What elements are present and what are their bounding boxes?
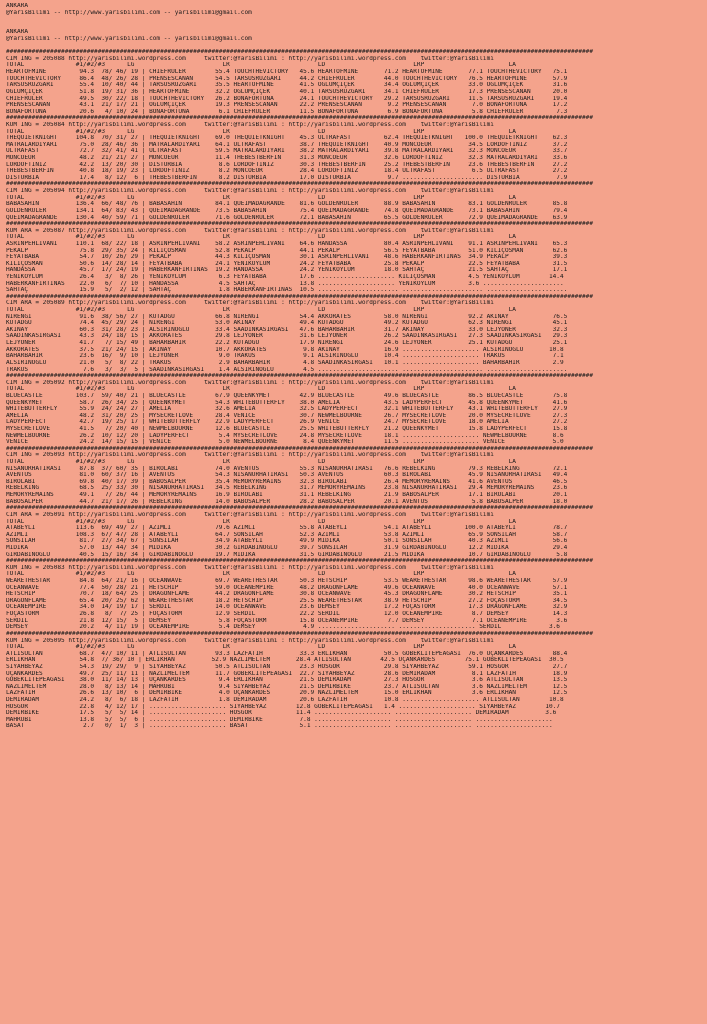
column-header: TOTAL #1/#2/#3 LG LR LD LRP LA [6,459,516,466]
text-line: NAZLIMELTEM 28.0 8/ 13/ 14 | MAHRUBI 9.4 SIYAHBEYAZ 21.5 DEMIRBIKE 23.7 ATLISULTAN 3.6 NAZLIMELTEM 12.5 [6,683,568,690]
text-line: PRENSESCANAN 43.1 21/ 17/ 21 | OGLUMÇIÇEK 19.3 PRENSESCANAN 22.2 PRENSESCANAN 9.2 PRENSESCANAN 7.0 BONAFORTUNA 17.2 [6,102,568,109]
column-header: TOTAL #1/#2/#3 LG LR LD LRP LA [6,307,516,314]
section-divider: ################################################################################################################################################################ [6,630,593,637]
text-line: SAADINKASIRGASI 43.3 24/ 18/ 15 | AKKORATES 29.8 LEJYONER 31.6 LEJYONER 26.2 SAADINKASIRGASI 27.3 SAADINKASIRGASI 29.3 [6,333,568,340]
text-line: NEWMELBOURNE 26.2 10/ 12/ 20 | LADYPERFECT 5.4 MYSECRETLOVE 24.8 MYSECRETLOVE 18.1 ..................... NEWMELBOURNE 8.6 [6,432,564,439]
text-line: BONAFORTUNA 20.6 4/ 10/ 24 | BONAFORTUNA 6.1 CHIEFRULER 11.5 BONAFORTUNA 6.9 BONAFORTUNA 5.8 CHIEFRULER 7.3 [6,108,568,115]
text-line: GIRDABINOGLU 40.5 15/ 16/ 34 | GIRDABINOGLU 19.7 MIDIKA 31.5 GIRDABINOGLU 21.5 MIDIKA 10.7 GIRDABINOGLU 5.8 [6,551,568,558]
text-line: PEKALP 75.8 29/ 35/ 24 | KILIÇOSMAN 52.8 PEKALP 44.1 PEKALP 56.5 FEYATBABA 51.0 KILIÇOSMAN 62.6 [6,247,568,254]
text-line: ALSIRINOGLU 21.0 5/ 8/ 22 | TRAKUS 2.9 BAHARBAHIR 4.8 SAADINKASIRGASI 10.1 ..................... BAHARBAHIR 2.9 [6,359,564,366]
text-line: @YarisBilimi -- http://www.yarisbilimi.com -- yarisbilimi@gmail.com [6,9,252,16]
section-divider: ################################################################################################################################################################ [6,293,593,300]
text-line: KUTADGU 74.4 45/ 29/ 24 | NIRENGI 53.0 AKINAY 49.4 KUTADGU 49.2 KUTADGU 62.3 NIRENGI 45.1 [6,320,568,327]
text-line: MONCOEUR 48.2 21/ 21/ 27 | MONCOEUR 11.4 THEBESTBERFIN 31.3 MONCOEUR 32.6 LORDOFTINIZ 32.3 MATRALARDIYARI 33.6 [6,155,568,162]
column-header: TOTAL #1/#2/#3 LG LR LD LRP LA [6,234,516,241]
section-divider: ################################################################################################################################################################ [6,373,593,380]
text-line: HETSCHIP 70.7 18/ 64/ 25 | DRAGONFLAME 44.2 DRAGONFLAME 30.8 OCEANWAVE 45.3 DRAGONFLAME 30.2 HETSCHIP 35.1 [6,591,568,598]
race-header: CIM ING = 205092 http://yarisbilimi.wordpress.com twitter:@YarisBilimi : http://yarisbilimi.wordpress.com twitter:@YarisBilimi [6,379,494,386]
text-line: YENIKÖYLÜM 26.4 3/ 8/ 26 | YENIKÖYLÜM 6.3 FEYATBABA 17.6 ..................... KILIÇOSMAN 4.5 YENIKÖYLÜM 14.4 [6,273,564,280]
text-line: ASRINPEHLIVANI 110.1 68/ 22/ 18 | ASRINPEHLIVANI 58.2 ASRINPEHLIVANI 64.6 HANDASSA 80.4 ASRINPEHLIVANI 91.1 ASRINPEHLIVANI 65.3 [6,240,568,247]
text-line: AMELIA 48.2 31/ 20/ 25 | MYSECRETLOVE 28.4 VENICE 30.7 NEWMELBOURNE 26.7 MYSECRETLOVE 20.0 MYSECRETLOVE 27.3 [6,412,568,419]
text-line: DEMIRBIKE 17.5 5/ 5/ 14 | ..................... HOSGÖR 11.4 ..................... ..................... DEMIRADAM 3.6 [6,710,557,717]
text-line: THEBESTBERFIN 40.8 18/ 19/ 23 | LORDOFTINIZ 8.2 MONCOEUR 28.4 LORDOFTINIZ 18.4 ULTRAFAST 6.5 ULTRAFAST 27.2 [6,168,568,175]
text-line: MAHRUBI 13.8 5/ 5/ 6 | ..................... DEMIRBIKE 7.8 ..................... ..................... ..................... [6,716,553,723]
race-header: KUM ARA = 205087 http://yarisbilimi.wordpress.com twitter:@YarisBilimi : http://yarisbilimi.wordpress.com twitter:@YarisBilimi [6,227,494,234]
text-line: BABASAHIN 136.4 66/ 48/ 76 | BABASAHIN 84.1 QUEIMADAGRANDE 81.6 GOLDENRULER 88.9 BABASAHIN 83.1 GOLDENRULER 85.8 [6,201,568,208]
column-header: TOTAL #1/#2/#3 LG LR LD LRP LA [6,62,516,69]
text-line: OCEANWAVE 77.4 50/ 28/ 21 | HETSCHIP 59.0 OCEANEMPIRE 48.2 DRAGONFLAME 49.6 OCEANWAVE 40.0 OCEANWAVE 57.1 [6,584,568,591]
text-line: HABERKANFIRTINAS 22.0 6/ 7/ 10 | HANDASSA 4.5 SAHTAÇ 13.8 ..................... YENIKÖYLÜM 3.6 ...................... [6,280,564,287]
text-line: BAHARBAHIR 23.6 16/ 9/ 10 | LEJYONER 9.0 TRAKUS 9.1 ALSIRINOGLU 10.4 ..................... TRAKUS 7.1 [6,353,564,360]
text-line: BLUECASTLE 103.7 59/ 40/ 21 | BLUECASTLE 67.9 QUEENKYMET 42.9 BLUECASTLE 49.6 BLUECASTLE 86.5 BLUECASTLE 75.8 [6,392,568,399]
text-line: LADYPERFECT 42.7 19/ 25/ 17 | WHITEBUTTERFLY 22.9 LADYPERFECT 26.9 VENICE 24.7 MYSECRETLOVE 18.0 AMELIA 27.2 [6,419,568,426]
section-divider: ################################################################################################################################################################ [6,221,593,228]
race-header: CIM ARA = 205091 http://yarisbilimi.wordpress.com twitter:@YarisBilimi : http://yarisbilimi.wordpress.com twitter:@YarisBilimi [6,511,494,518]
section-divider: ################################################################################################################################################################ [6,505,593,512]
text-line: ANKARA [6,29,29,36]
text-line: DEMIRADAM 24.2 8/ 6/ 18 | LAZFATIH 1.8 DEMIRADAM 20.6 LAZFATIH 10.8 ..................... ATLISULTAN 10.8 [6,696,564,703]
text-line: MATRALARDIYARI 75.0 28/ 46/ 36 | MATRALARDIYARI 64.1 ULTRAFAST 38.7 THEQUIETKNIGHT 40.9 MONCOEUR 34.5 LORDOFTINIZ 37.2 [6,141,568,148]
text-line: ANKARA [6,3,29,9]
text-line: VENICE 24.2 14/ 15/ 15 | VENICE 5.0 NEWMELBOURNE 8.4 QUEENKYMET 11.5 ..................... VENICE 5.0 [6,439,564,446]
blank-line [6,16,707,23]
column-header: TOTAL #1/#2/#3 LG LR LD LRP LA [6,386,516,393]
column-header: TOTAL #1/#2/#3 LG LR LD LRP LA [6,644,516,651]
text-line: REBELKING 68.5 25/ 33/ 30 | NISANURHATIRASI 34.5 REBELKING 31.7 MEMORYREMAINS 23.8 NISANURHATIRASI 29.4 MEMORYREMAINS 23.6 [6,485,568,492]
text-line: WEARETHESTAR 84.8 64/ 21/ 16 | OCEANWAVE 69.7 WEARETHESTAR 50.3 HETSCHIP 53.5 WEARETHESTAR 98.6 WEARETHESTAR 57.9 [6,578,568,585]
section-divider: ################################################################################################################################################################ [6,49,593,56]
text-line: MYSECRETLOVE 41.5 7/ 20/ 40 | NEWMELBOURNE 12.6 BLUECASTLE 25.5 WHITEBUTTERFLY 21.2 QUEENKYMET 15.8 LADYPERFECT 15.8 [6,426,568,432]
text-line: BIROLABI 69.8 40/ 17/ 39 | BABOSALPER 35.4 MEMORYREMAINS 32.3 BIROLABI 26.4 MEMORYREMAINS 41.6 AVENTUS 46.5 [6,478,568,485]
text-line: HOSGÖR 22.8 4/ 12/ 17 | ..................... SIYAHBEYAZ 12.8 GÖBEKLITEPEAGASI 1.4 ..................... SIYAHBEYAZ 10.7 [6,703,560,710]
text-line: THEQUIETKNIGHT 104.8 70/ 31/ 27 | THEQUIETKNIGHT 69.0 THEQUIETKNIGHT 45.3 ULTRAFAST 62.4 THEQUIETKNIGHT 100.0 THEQUIETKNIGHT 62.3 [6,135,568,142]
text-line: NISANURHATIRASI 87.8 37/ 60/ 35 | BIROLABI 74.0 AVENTUS 55.3 NISANURHATIRASI 76.6 REBELKING 79.3 REBELKING 72.1 [6,465,568,472]
text-line: TOUCHTHEVICTORY 86.4 48/ 26/ 28 | PRENSESCANAN 54.5 TARSUSRÜZGARI 44.2 CHIEFRULER 44.0 TOUCHTHEVICTORY 76.5 HEARTOFMINE 57.9 [6,75,568,82]
section-divider: ################################################################################################################################################################ [6,181,593,188]
text-line: HEARTOFMINE 94.3 78/ 46/ 19 | CHIEFRULER 55.4 TOUCHTHEVICTORY 45.6 HEARTOFMINE 71.2 HEARTOFMINE 77.1 TOUCHTHEVICTORY 75.1 [6,69,568,76]
text-line: AZIMLI 108.3 67/ 47/ 28 | ATABEYLI 64.7 SONSILAH 52.3 AZIMLI 53.8 AZIMLI 65.9 SONSILAH 58.7 [6,531,568,538]
text-line: DRAGONFLAME 65.4 20/ 25/ 62 | WEARETHESTAR 18.2 HETSCHIP 25.5 WEARETHESTAR 38.9 HETSCHIP 27.2 FOÇASTORM 34.5 [6,597,568,604]
text-line: BASAT 2.7 0/ 1/ 3 | ..................... BASAT 5.1 ..................... ..................... ..................... [6,723,553,730]
text-line: ATLISULTAN 68.7 47/ 10/ 11 | ATLISULTAN 93.3 LAZFATIH 33.3 ERLIKHAN 50.5 GÖBEKLITEPEAGASI 76.0 UÇANKARDES 88.4 [6,650,568,657]
text-line: ULTRAFAST 72.7 32/ 41/ 41 | ULTRAFAST 59.5 MATRALARDIYARI 38.2 MATRALARDIYARI 39.8 MATRALARDIYARI 32.3 MONCOEUR 33.7 [6,148,568,155]
column-header: TOTAL #1/#2/#3 LG LR LD LRP LA [6,571,516,578]
text-line: ATABEYLI 113.6 69/ 49/ 27 | AZIMLI 79.6 AZIMLI 55.8 ATABEYLI 54.1 ATABEYLI 100.0 ATABEYLI 78.7 [6,525,568,532]
text-line: MIDIKA 57.0 13/ 44/ 34 | MIDIKA 30.2 GIRDABINOGLU 39.7 SONSILAH 31.9 GIRDABINOGLU 12.2 MIDIKA 29.4 [6,544,568,551]
text-line: UÇANKARDES 49.7 25/ 11/ 11 | NAZLIMELTEM 11.7 GÖBEKLITEPEAGASI 22.7 SIYAHBEYAZ 28.6 DEMIRADAM 8.1 LAZFATIH 18.9 [6,670,568,677]
text-line: TARSUSRÜZGARI 55.4 10/ 40/ 44 | TARSUSRÜZGARI 35.5 HEARTOFMINE 41.5 OGLUMÇIÇEK 34.4 OGLUMÇIÇEK 33.0 OGLUMÇIÇEK 31.6 [6,82,568,89]
text-line: SAHTAÇ 15.9 5/ 2/ 12 | SAHTAÇ 1.8 HABERKANFIRTINAS 10.5 ...................... ...................... ...................... [6,287,568,294]
text-line: LAZFATIH 26.6 13/ 10/ 6 | DEMIRBIKE 4.0 UÇANKARDES 20.9 NAZLIMELTEM 15.0 ERLIKHAN 3.6 ERLIKHAN 12.5 [6,690,568,697]
text-line: ERLIKHAN 54.8 7/ 36/ 10 | ERLIKHAN 52.9 NAZLIMELTEM 28.4 ATLISULTAN 42.5 UÇANKARDES 75.1 GÖBEKLITEPEAGASI 30.5 [6,657,564,664]
text-line: SONSILAH 81.7 27/ 34/ 67 | SONSILAH 34.9 ATABEYLI 49.9 MIDIKA 50.1 SONSILAH 40.3 AZIMLI 56.6 [6,538,568,545]
text-line: KILIÇOSMAN 50.6 14/ 28/ 14 | FEYATBABA 24.1 YENIKÖYLÜM 24.2 FEYATBABA 25.8 PEKALP 22.5 FEYATBABA 31.5 [6,260,568,267]
column-header: TOTAL #1/#2/#3 LG LR LD LRP LA [6,128,516,135]
text-line: HANDASSA 45.7 17/ 24/ 19 | HABERKANFIRTINAS 19.2 HANDASSA 24.2 YENIKÖYLÜM 18.0 SAHTAÇ 21.5 SAHTAÇ 17.1 [6,267,568,274]
section-divider: ################################################################################################################################################################ [6,558,593,565]
race-header: KUM ING = 205083 http://yarisbilimi.wordpress.com twitter:@YarisBilimi : http://yarisbilimi.wordpress.com twitter:@YarisBilimi [6,564,494,571]
text-line: WHITEBUTTERFLY 55.9 24/ 24/ 27 | AMELIA 32.6 AMELIA 32.5 LADYPERFECT 32.1 WHITEBUTTERFLY 43.1 WHITEBUTTERFLY 27.9 [6,406,568,413]
race-header: KUM ING = 205095 http://yarisbilimi.wordpress.com twitter:@YarisBilimi : http://yarisbilimi.wordpress.com twitter:@YarisBilimi [6,637,494,644]
text-line: DISTURBIA 17.4 8/ 12/ 6 | THEBESTBERFIN 8.2 DISTURBIA 17.0 DISTURBIA 9.7 ...................... DISTURBIA 7.9 [6,174,568,181]
text-line: AVENTUS 81.0 60/ 37/ 16 | AVENTUS 54.3 NISANURHATIRASI 50.3 AVENTUS 60.3 BIROLABI 45.9 NISANURHATIRASI 49.4 [6,472,568,479]
blank-line [6,23,707,30]
text-line: SIYAHBEYAZ 54.3 19/ 29/ 9 | SIYAHBEYAZ 50.5 ATLISULTAN 23.3 HOSGÖR 29.8 SIYAHBEYAZ 59.1 HOSGÖR 27.7 [6,663,568,670]
text-line: BABOSALPER 44.7 21/ 17/ 26 | REBELKING 14.0 BABOSALPER 28.2 BABOSALPER 20.1 AVENTUS 5.8 BABOSALPER 18.0 [6,498,568,505]
text-line: FOÇASTORM 26.8 8/ 7/ 25 | FOÇASTORM 12.9 SERDIL 22.2 SERDIL 12.0 OCEANEMPIRE 8.7 DEMSEY 14.3 [6,611,568,618]
text-line: TRAKUS 7.6 3/ 3/ 5 | SAADINKASIRGASI 1.4 ALSIRINOGLU 4.5 ...................... ...................... ...................... [6,366,568,373]
text-line: GOLDENRULER 134.1 64/ 83/ 43 | QUEIMADAGRANDE 73.5 BABASAHIN 75.4 QUEIMADAGRANDE 74.8 QUEIMADAGRANDE 73.1 BABASAHIN 79.4 [6,207,568,214]
text-line: AKKORATES 37.5 21/ 24/ 15 | AKINAY 10.7 AKKORATES 9.8 AKINAY 16.9 ..................... ALSIRINOGLU 10.8 [6,346,564,353]
text-line: OCEANEMPIRE 34.0 14/ 19/ 17 | SERDIL 14.0 OCEANWAVE 23.6 DEMSEY 17.2 FOÇASTORM 17.3 DRAGONFLAME 32.9 [6,604,568,611]
section-divider: ################################################################################################################################################################ [6,115,593,122]
column-header: TOTAL #1/#2/#3 LG LR LD LRP LA [6,194,516,201]
column-header: TOTAL #1/#2/#3 LG LR LD LRP LA [6,518,516,525]
race-header: KUM ING = 205084 http://yarisbilimi.wordpress.com twitter:@YarisBilimi : http://yarisbilimi.wordpress.com twitter:@YarisBilimi [6,121,494,128]
text-line: NIRENGI 91.6 38/ 56/ 27 | KUTADGU 66.8 NIRENGI 54.4 AKKORATES 58.0 NIRENGI 92.2 AKINAY 76.5 [6,313,568,320]
text-line: QUEENKYMET 58.7 26/ 34/ 25 | QUEENKYMET 54.3 WHITEBUTTERFLY 38.0 AMELIA 43.5 LADYPERFECT 45.8 QUEENKYMET 41.6 [6,399,568,406]
race-header: CIM ING = 205093 http://yarisbilimi.wordpress.com twitter:@YarisBilimi : http://yarisbilimi.wordpress.com twitter:@YarisBilimi [6,452,494,459]
text-line: LORDOFTINIZ 42.2 13/ 20/ 30 | DISTURBIA 8.6 LORDOFTINIZ 30.3 THEBESTBERFIN 25.2 THEBESTBERFIN 23.6 THEBESTBERFIN 27.2 [6,161,568,168]
text-line: GÖBEKLITEPEAGASI 38.0 11/ 14/ 13 | UÇANKARDES 9.4 ERLIKHAN 21.5 DEMIRADAM 27.3 HOSGÖR 3.6 ATLISULTAN 13.5 [6,677,568,684]
text-line: FEYATBABA 54.7 10/ 26/ 29 | PEKALP 44.3 KILIÇOSMAN 30.1 ASRINPEHLIVANI 48.6 HABERKANFIRTINAS 34.9 PEKALP 39.3 [6,254,568,261]
text-line: MEMORYREMAINS 49.1 7/ 26/ 44 | MEMORYREMAINS 16.9 BIROLABI 31.1 REBELKING 21.9 BABOSALPER 17.1 BIROLABI 20.1 [6,492,568,499]
text-line: SERDIL 21.8 12/ 15/ 5 | DEMSEY 5.8 FOÇASTORM 15.8 OCEANEMPIRE 7.7 DEMSEY 7.1 OCEANEMPIRE 3.6 [6,617,568,624]
race-header: CIM ARA = 205089 http://yarisbilimi.wordpress.com twitter:@YarisBilimi : http://yarisbilimi.wordpress.com twitter:@YarisBilimi [6,300,494,307]
text-line: @YarisBilimi -- http://www.yarisbilimi.com -- yarisbilimi@gmail.com [6,36,252,43]
text-line: LEJYONER 41.7 7/ 15/ 49 | BAHARBAHIR 22.2 KUTADGU 17.9 NIRENGI 24.6 LEJYONER 25.1 KUTADGU 25.1 [6,340,568,347]
race-header: CIM ING = 205088 http://yarisbilimi.wordpress.com twitter:@YarisBilimi : http://yarisbilimi.wordpress.com twitter:@YarisBilimi [6,55,494,62]
race-header: CIM ING = 205094 http://yarisbilimi.wordpress.com twitter:@YarisBilimi : http://yarisbilimi.wordpress.com twitter:@YarisBilimi [6,188,494,195]
blank-line [6,43,707,50]
text-line: OGLUMÇIÇEK 51.8 19/ 31/ 36 | HEARTOFMINE 32.2 OGLUMÇIÇEK 40.1 TARSUSRÜZGARI 34.1 CHIEFRULER 17.3 PRENSESCANAN 20.0 [6,88,568,95]
text-line: CHIEFRULER 49.5 30/ 22/ 18 | TOUCHTHEVICTORY 26.2 BONAFORTUNA 24.1 TOUCHTHEVICTORY 29.2 TARSUSRÜZGARI 11.5 TARSUSRÜZGARI 19.4 [6,95,568,102]
section-divider: ################################################################################################################################################################ [6,445,593,452]
text-line: DEMSEY 20.2 4/ 11/ 19 | OCEANEMPIRE 5.4 DEMSEY 4.9 ..................... ..................... SERDIL 3.6 [6,624,560,631]
text-line: QUEIMADAGRANDE 130.4 40/ 59/ 71 | GOLDENRULER 71.6 GOLDENRULER 72.1 BABASAHIN 65.5 GOLDENRULER 72.9 QUEIMADAGRANDE 63.9 [6,214,568,221]
text-line: AKINAY 60.3 31/ 28/ 23 | ALSIRINOGLU 33.4 SAADINKASIRGASI 47.6 BAHARBAHIR 31.7 AKINAY 33.0 LEJYONER 32.3 [6,326,568,333]
